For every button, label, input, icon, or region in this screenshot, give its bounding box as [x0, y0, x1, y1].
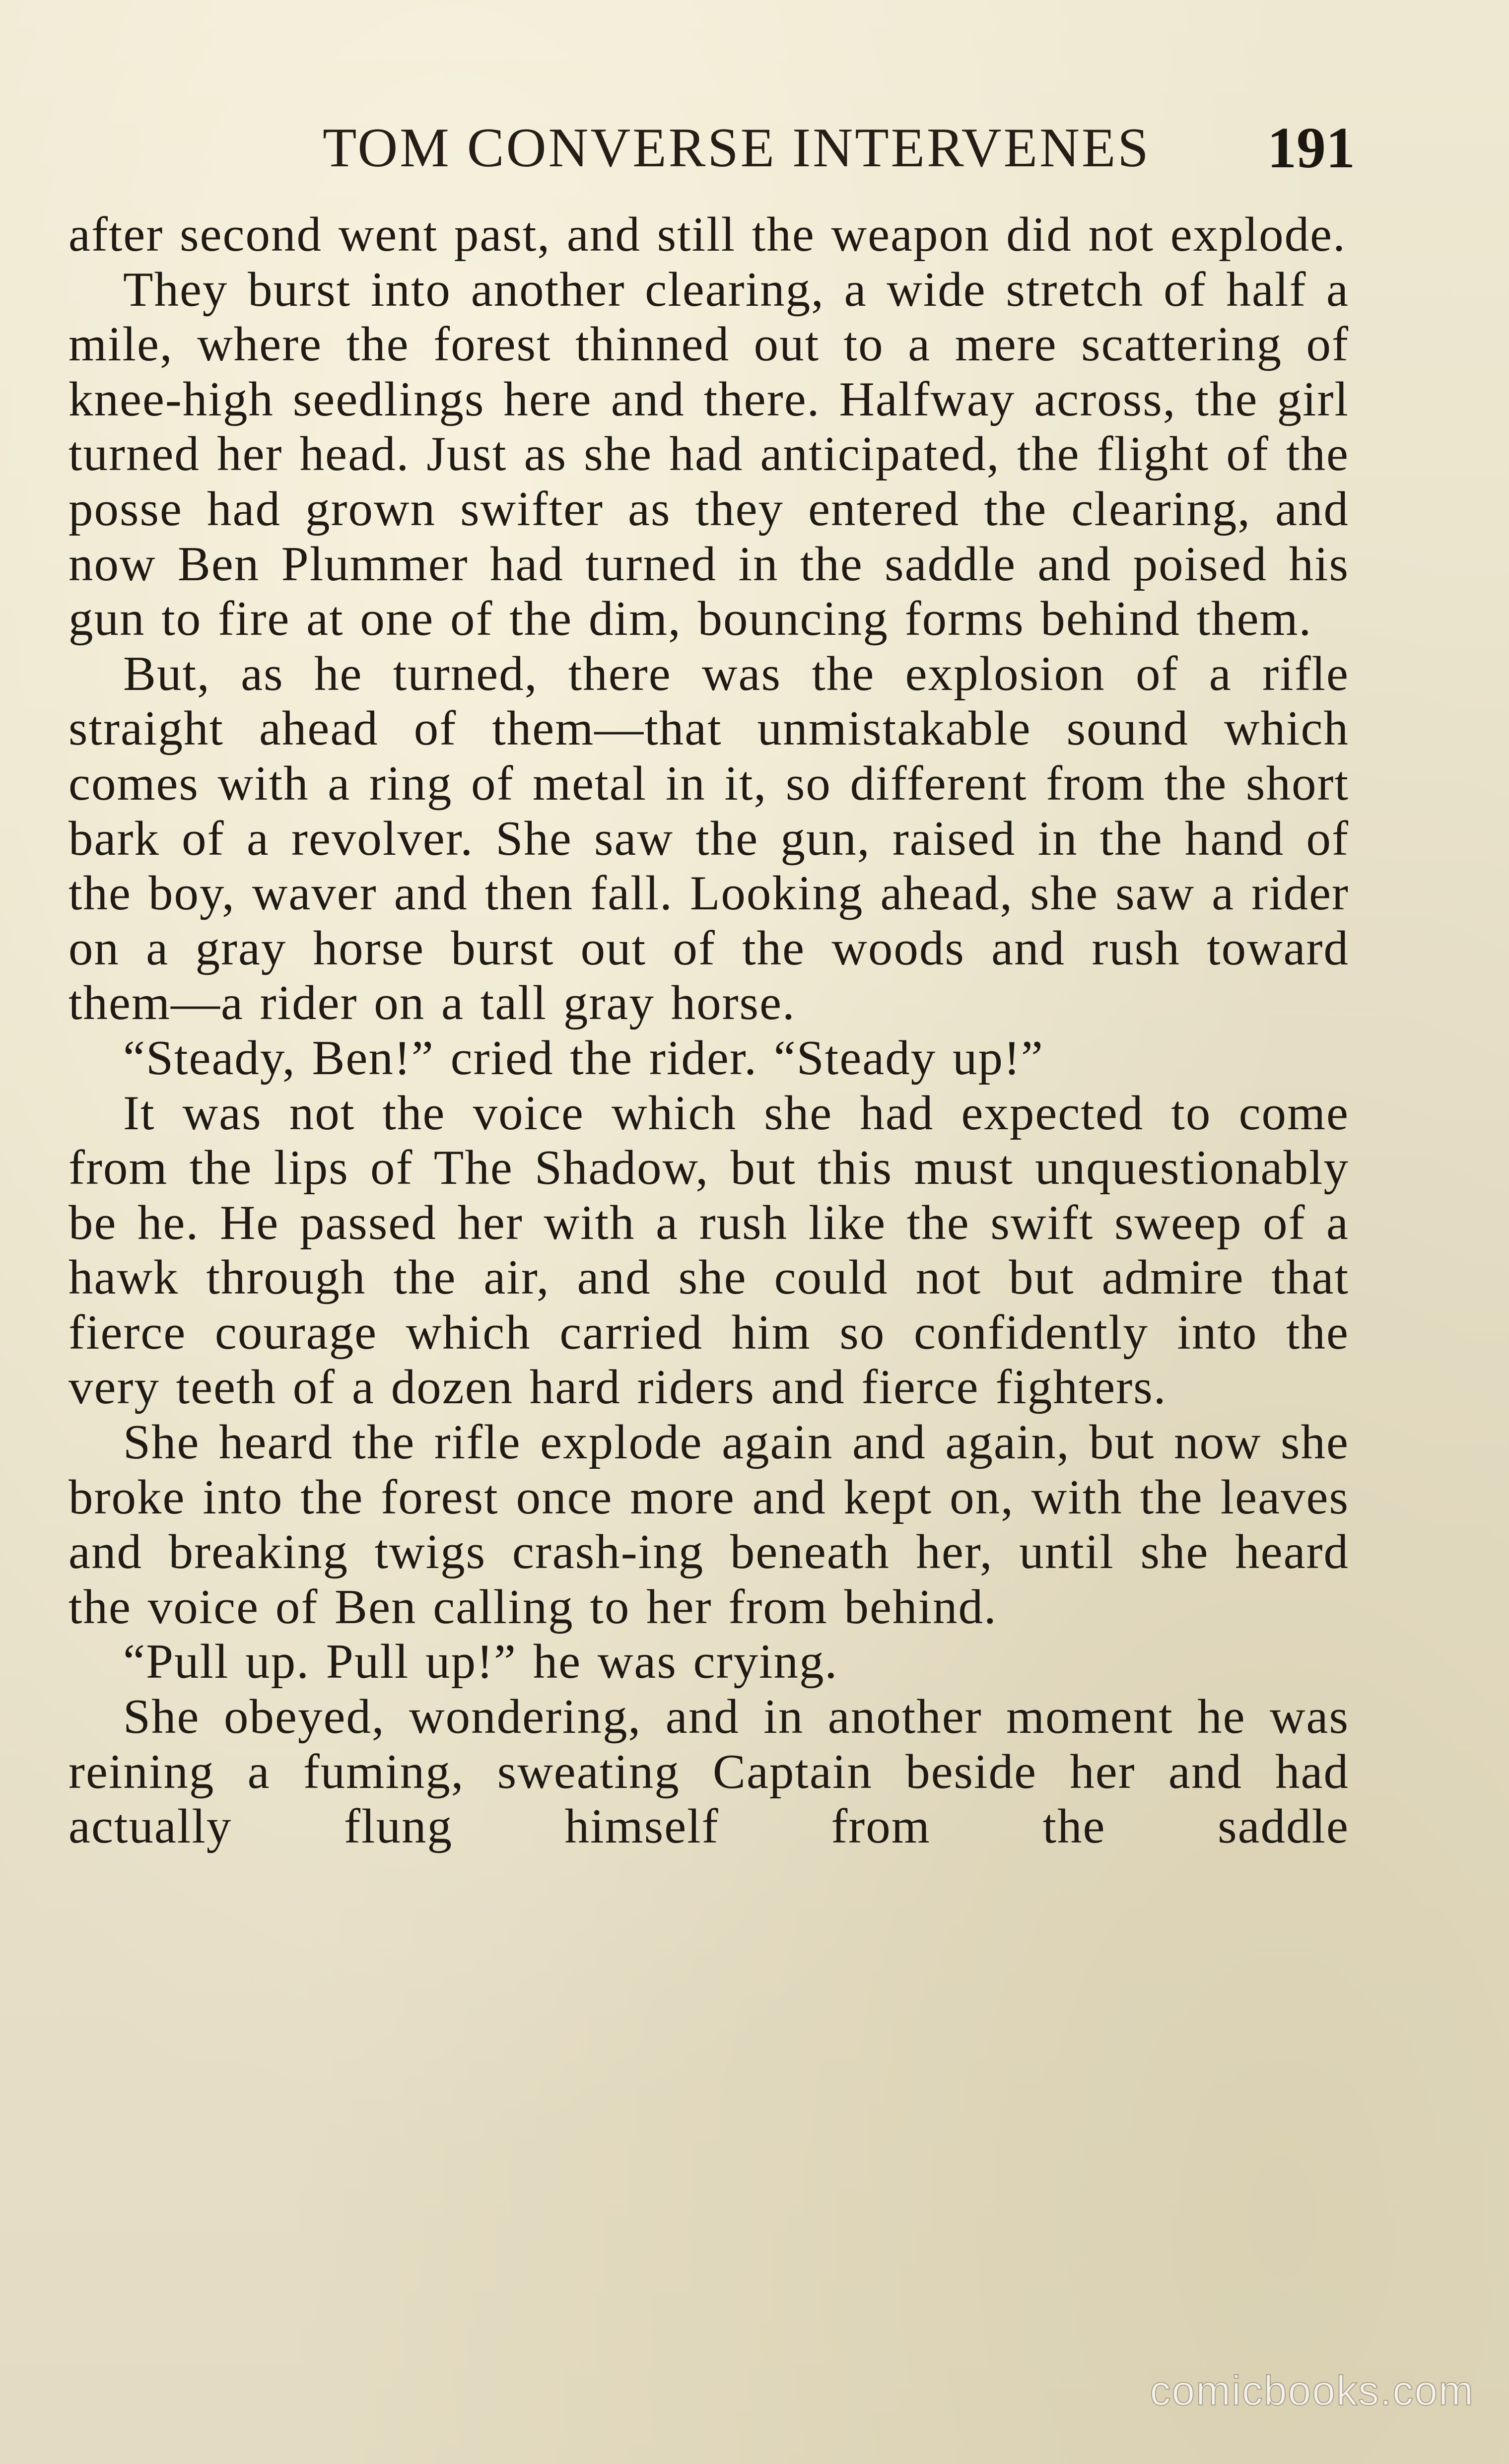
watermark: comicbooks.com — [1150, 2367, 1474, 2414]
page-number: 191 — [1267, 115, 1355, 180]
paragraph-captain: She obeyed, wondering, and in another moment he was reining a fuming, sweating Captain beside her and had actually flung himself from the saddle — [69, 1690, 1349, 1854]
running-head — [323, 113, 1355, 183]
paragraph-dialogue-steady: “Steady, Ben!” cried the rider. “Steady up!” — [123, 1030, 1044, 1085]
paragraph-shadow: It was not the voice which she had expected to come from the lips of The Shadow, but this must unquestionably be he. He passed her with a rush like the swift sweep of a hawk through the air, and she could not but admire that fierce courage which carried him so confidently into the very teeth of a dozen hard riders and fierce fighters. — [69, 1086, 1349, 1415]
paragraph-clearing: They burst into another clearing, a wide stretch of half a mile, where the forest thinned out to a mere scattering of knee-high seedlings here and there. Halfway across, the girl turned her head. Just as she had anticipated, the flight of the posse had grown swifter as they entered the clearing, and now Ben Plummer had turned in the saddle and poised his gun to fire at one of the dim, bouncing forms behind them. — [69, 262, 1349, 646]
paragraph-dialogue-pull-up: “Pull up. Pull up!” he was crying. — [123, 1635, 838, 1689]
paragraph-continuation: after second went past, and still the weapon did not explode. — [69, 207, 1346, 262]
body-text — [69, 207, 1349, 1854]
paragraph-rifle: But, as he turned, there was the explosion of a rifle straight ahead of them—that unmistakable sound which comes with a ring of metal in it, so different from the short bark of a revolver. She saw the gun, raised in the hand of the boy, waver and then fall. Looking ahead, she saw a rider on a gray horse burst out of the woods and rush toward them—a rider on a tall gray horse. — [69, 646, 1349, 1030]
running-title: TOM CONVERSE INTERVENES — [323, 117, 1151, 179]
paragraph-forest: She heard the rifle explode again and again, but now she broke into the forest once more and kept on, with the leaves and breaking twigs crash-ing beneath her, until she heard the voice of Ben calling to her from behind. — [69, 1415, 1349, 1634]
